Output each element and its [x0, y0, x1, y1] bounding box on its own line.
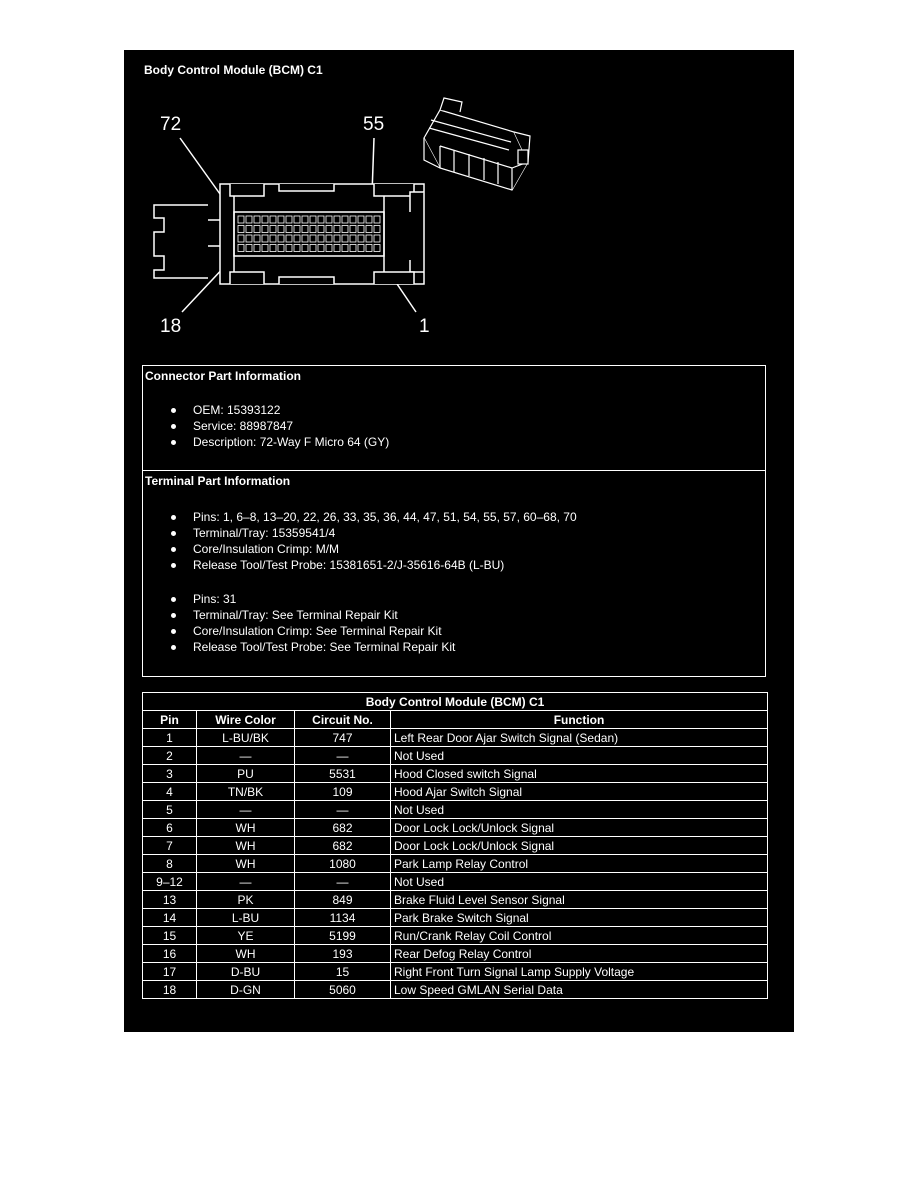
pin-cavity	[310, 245, 316, 252]
function-cell: Not Used	[391, 747, 768, 765]
pin-cavity	[318, 235, 324, 242]
wire-color-cell: —	[197, 873, 295, 891]
pin-cavity	[270, 226, 276, 233]
terminal-info-group-1	[169, 509, 577, 573]
table-row	[143, 945, 768, 963]
wire-color-cell: —	[197, 747, 295, 765]
connector-diagram	[124, 50, 794, 350]
pin-label-55: 55	[363, 114, 385, 135]
pin-cavity	[270, 216, 276, 223]
pin-cavity	[366, 245, 372, 252]
function-cell: Door Lock Lock/Unlock Signal	[391, 837, 768, 855]
pin-cavity	[278, 245, 284, 252]
terminal-info-heading: Terminal Part Information	[145, 474, 291, 488]
function-cell: Right Front Turn Signal Lamp Supply Voltage	[391, 963, 768, 981]
pin-cavity	[358, 216, 364, 223]
table-row	[143, 837, 768, 855]
wire-color-cell: WH	[197, 819, 295, 837]
pin-cell: 17	[143, 963, 197, 981]
circuit-cell: 5531	[295, 765, 391, 783]
table-row	[143, 819, 768, 837]
pin-cavity	[262, 216, 268, 223]
pin-cavity	[326, 216, 332, 223]
column-header-pin: Pin	[143, 711, 197, 729]
pin-cavity	[302, 235, 308, 242]
pin-cavity	[238, 245, 244, 252]
pin-cell: 13	[143, 891, 197, 909]
function-cell: Brake Fluid Level Sensor Signal	[391, 891, 768, 909]
pin-cell: 14	[143, 909, 197, 927]
pin-cavity	[286, 216, 292, 223]
circuit-cell: —	[295, 873, 391, 891]
circuit-cell: 1134	[295, 909, 391, 927]
table-row	[143, 801, 768, 819]
pin-cavity	[238, 216, 244, 223]
pin-cavity	[310, 216, 316, 223]
list-item: Pins: 1, 6–8, 13–20, 22, 26, 33, 35, 36, 44, 47, 51, 54, 55, 57, 60–68, 70	[169, 509, 577, 525]
pin-cavity	[270, 245, 276, 252]
table-row	[143, 927, 768, 945]
function-cell: Rear Defog Relay Control	[391, 945, 768, 963]
list-item: Release Tool/Test Probe: See Terminal Repair Kit	[169, 639, 455, 655]
list-item: Core/Insulation Crimp: M/M	[169, 541, 577, 557]
pin-cavity	[318, 216, 324, 223]
pin-cavity	[302, 245, 308, 252]
wire-color-cell: L-BU	[197, 909, 295, 927]
pin-cavity	[262, 226, 268, 233]
pin-cavity	[326, 226, 332, 233]
table-row	[143, 873, 768, 891]
pin-cavity	[294, 235, 300, 242]
pin-cavity	[366, 235, 372, 242]
pin-cavity	[246, 216, 252, 223]
pin-cavity	[342, 216, 348, 223]
pin-cavity	[334, 235, 340, 242]
pin-cavity	[238, 226, 244, 233]
wire-color-cell: D-GN	[197, 981, 295, 999]
pin-cavity	[326, 235, 332, 242]
pin-label-18: 18	[160, 316, 182, 337]
pin-cavity	[318, 245, 324, 252]
pin-cavity	[254, 245, 260, 252]
pin-cavity	[294, 216, 300, 223]
function-cell: Door Lock Lock/Unlock Signal	[391, 819, 768, 837]
table-row	[143, 855, 768, 873]
list-item: OEM: 15393122	[169, 402, 389, 418]
terminal-info-group-2	[169, 591, 455, 655]
pin-cavity	[326, 245, 332, 252]
pin-label-72: 72	[160, 114, 182, 135]
wire-color-cell: YE	[197, 927, 295, 945]
table-row	[143, 729, 768, 747]
pin-cavity	[246, 226, 252, 233]
wire-color-cell: WH	[197, 855, 295, 873]
pin-cavity	[246, 245, 252, 252]
pin-cavity	[350, 226, 356, 233]
pin-cavity	[310, 235, 316, 242]
function-cell: Hood Closed switch Signal	[391, 765, 768, 783]
pin-cavity	[350, 245, 356, 252]
circuit-cell: 193	[295, 945, 391, 963]
pin-cell: 7	[143, 837, 197, 855]
function-cell: Not Used	[391, 801, 768, 819]
pin-cell: 1	[143, 729, 197, 747]
function-cell: Left Rear Door Ajar Switch Signal (Sedan)	[391, 729, 768, 747]
pin-cell: 5	[143, 801, 197, 819]
list-item: Service: 88987847	[169, 418, 389, 434]
pin-label-1: 1	[419, 316, 430, 337]
pin-cavity	[302, 226, 308, 233]
connector-info-box	[142, 365, 766, 471]
list-item: Core/Insulation Crimp: See Terminal Repair Kit	[169, 623, 455, 639]
pin-cavity	[366, 226, 372, 233]
circuit-cell: 1080	[295, 855, 391, 873]
pin-cell: 6	[143, 819, 197, 837]
table-row	[143, 963, 768, 981]
circuit-cell: 849	[295, 891, 391, 909]
wire-color-cell: PK	[197, 891, 295, 909]
pin-cell: 3	[143, 765, 197, 783]
list-item: Release Tool/Test Probe: 15381651-2/J-35616-64B (L-BU)	[169, 557, 577, 573]
function-cell: Hood Ajar Switch Signal	[391, 783, 768, 801]
wire-color-cell: WH	[197, 837, 295, 855]
pin-cavity	[262, 235, 268, 242]
pin-cavity	[286, 235, 292, 242]
function-cell: Low Speed GMLAN Serial Data	[391, 981, 768, 999]
circuit-cell: —	[295, 747, 391, 765]
table-row	[143, 783, 768, 801]
pin-cavity	[342, 226, 348, 233]
pin-cavity	[358, 235, 364, 242]
pin-cavity	[278, 226, 284, 233]
pin-cavity	[246, 235, 252, 242]
pin-cavity	[374, 216, 380, 223]
circuit-cell: 5060	[295, 981, 391, 999]
circuit-cell: —	[295, 801, 391, 819]
pinout-table	[142, 692, 768, 999]
pin-cavity	[342, 235, 348, 242]
connector-3d-illustration	[424, 98, 530, 190]
pin-cavity	[366, 216, 372, 223]
list-item: Pins: 31	[169, 591, 455, 607]
pin-cell: 4	[143, 783, 197, 801]
document-panel	[124, 50, 794, 1032]
list-item: Terminal/Tray: 15359541/4	[169, 525, 577, 541]
pin-cavity	[294, 226, 300, 233]
table-row	[143, 981, 768, 999]
table-row	[143, 747, 768, 765]
pin-cavity	[342, 245, 348, 252]
pin-cavity	[254, 226, 260, 233]
pin-cavity	[358, 245, 364, 252]
pin-cavity	[350, 216, 356, 223]
pin-cavity	[238, 235, 244, 242]
pin-cell: 2	[143, 747, 197, 765]
function-cell: Park Brake Switch Signal	[391, 909, 768, 927]
function-cell: Run/Crank Relay Coil Control	[391, 927, 768, 945]
circuit-cell: 682	[295, 837, 391, 855]
wire-color-cell: L-BU/BK	[197, 729, 295, 747]
circuit-cell: 747	[295, 729, 391, 747]
wire-color-cell: —	[197, 801, 295, 819]
table-row	[143, 909, 768, 927]
pin-cavity	[374, 245, 380, 252]
column-header-circuit-no: Circuit No.	[295, 711, 391, 729]
function-cell: Not Used	[391, 873, 768, 891]
circuit-cell: 5199	[295, 927, 391, 945]
pin-cavity	[310, 226, 316, 233]
list-item: Terminal/Tray: See Terminal Repair Kit	[169, 607, 455, 623]
pin-cell: 15	[143, 927, 197, 945]
pin-cavity	[294, 245, 300, 252]
pin-cavity	[254, 216, 260, 223]
pin-cell: 9–12	[143, 873, 197, 891]
table-caption: Body Control Module (BCM) C1	[143, 693, 768, 711]
pin-cavity	[358, 226, 364, 233]
connector-info-list	[169, 402, 389, 450]
connector-info-heading: Connector Part Information	[145, 369, 302, 383]
pin-cavity	[254, 235, 260, 242]
pin-cell: 16	[143, 945, 197, 963]
table-row	[143, 765, 768, 783]
pin-cavity	[302, 216, 308, 223]
pin-cell: 18	[143, 981, 197, 999]
pin-cavity	[286, 245, 292, 252]
pin-cavity	[334, 216, 340, 223]
page-title: Body Control Module (BCM) C1	[144, 63, 323, 77]
wire-color-cell: WH	[197, 945, 295, 963]
circuit-cell: 15	[295, 963, 391, 981]
pin-cavity	[278, 235, 284, 242]
column-header-function: Function	[391, 711, 768, 729]
circuit-cell: 682	[295, 819, 391, 837]
connector-face	[154, 184, 424, 284]
wire-color-cell: D-BU	[197, 963, 295, 981]
table-row	[143, 891, 768, 909]
table-body	[143, 729, 768, 999]
function-cell: Park Lamp Relay Control	[391, 855, 768, 873]
pin-cavity	[286, 226, 292, 233]
pin-cavity	[262, 245, 268, 252]
list-item: Description: 72-Way F Micro 64 (GY)	[169, 434, 389, 450]
wire-color-cell: TN/BK	[197, 783, 295, 801]
pin-cell: 8	[143, 855, 197, 873]
pin-cavity	[350, 235, 356, 242]
circuit-cell: 109	[295, 783, 391, 801]
pin-cavity	[318, 226, 324, 233]
pin-cavity	[374, 226, 380, 233]
pin-cavity	[374, 235, 380, 242]
pin-cavity	[278, 216, 284, 223]
terminal-info-box	[142, 470, 766, 677]
pin-cavity	[334, 245, 340, 252]
pin-cavity	[270, 235, 276, 242]
column-header-wire-color: Wire Color	[197, 711, 295, 729]
wire-color-cell: PU	[197, 765, 295, 783]
pin-cavity	[334, 226, 340, 233]
